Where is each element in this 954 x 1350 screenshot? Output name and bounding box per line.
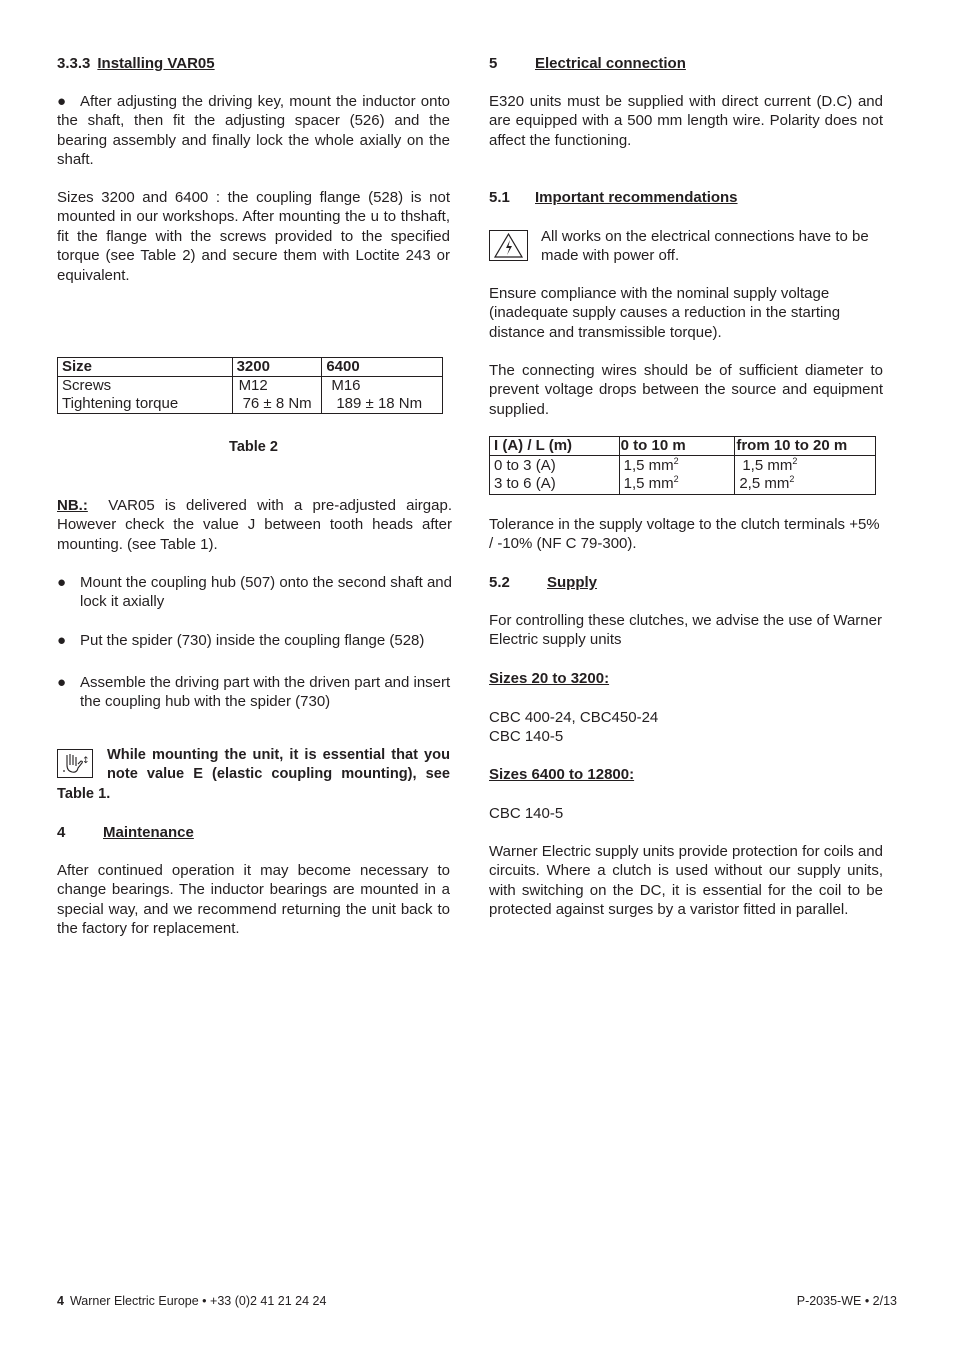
- supply-unit-line: CBC 400-24, CBC450-24: [489, 709, 659, 726]
- table-cell: 76 ± 8 Nm: [232, 395, 322, 414]
- table-cell: [735, 456, 876, 476]
- cell-value: 1,5 mm: [623, 457, 674, 474]
- bullet-icon: ●: [57, 574, 67, 591]
- table-2: [57, 357, 450, 414]
- section-number: 5: [489, 55, 498, 72]
- table-header-cell: from 10 to 20 m: [735, 437, 876, 456]
- table-cell: 3 to 6 (A): [490, 475, 620, 495]
- bullet-text: After adjusting the driving key, mount the inductor onto the shaft, then fit the adjusting spacer (526) and the bearing assembly and finally lock the whole axially on the shaft.: [57, 93, 450, 169]
- table-cell: [735, 475, 876, 495]
- paragraph-supply: For controlling these clutches, we advise the use of Warner Electric supply units: [489, 612, 882, 649]
- table-cell: [619, 456, 735, 476]
- bullet-icon: ●: [57, 674, 67, 691]
- table-cell: M12: [232, 377, 322, 396]
- table-header-cell: Size: [58, 358, 233, 377]
- paragraph-e320: E320 units must be supplied with direct current (D.C) and are equipped with a 500 mm length wire. Polarity does not affect the functioning.: [489, 93, 883, 149]
- footer-left: [57, 1293, 326, 1309]
- mounting-warning: [57, 746, 450, 804]
- footer-doc-ref: P-2035-WE • 2/13: [796, 1294, 897, 1308]
- section-title: Electrical connection: [535, 55, 686, 72]
- paragraph-maintenance: After continued operation it may become necessary to change bearings. The inductor bearings are mounted in a special way, and we recommend returning the unit back to the factory for replacement.: [57, 862, 450, 938]
- table-row: [490, 475, 876, 495]
- table-row: [490, 456, 876, 476]
- sizes-heading: Sizes 20 to 3200:: [489, 670, 610, 687]
- caution-hand-icon: [57, 749, 93, 778]
- table-cell: Tightening torque: [58, 395, 233, 414]
- electrical-hazard-icon: [489, 230, 528, 261]
- bullet-text: Mount the coupling hub (507) onto the second shaft and lock it axially: [80, 574, 452, 611]
- paragraph-wires: The connecting wires should be of sufficient diameter to prevent voltage drops between the source and equipment supplied.: [489, 362, 883, 418]
- section-title: Supply: [547, 574, 598, 591]
- footer-company: Warner Electric Europe • +33 (0)2 41 21 24 24: [69, 1294, 327, 1308]
- table-cell: M16: [322, 377, 443, 396]
- bullet-text: Put the spider (730) inside the coupling flange (528): [80, 632, 425, 649]
- bullet-icon: ●: [57, 632, 67, 649]
- table-header-cell: 6400: [322, 358, 443, 377]
- bullet-item: [57, 631, 452, 650]
- unit-exponent: 2: [673, 456, 679, 466]
- unit-exponent: 2: [673, 474, 679, 484]
- table-caption: Table 2: [229, 439, 278, 455]
- nb-label: NB.:: [57, 497, 88, 514]
- table-cell: Screws: [58, 377, 233, 396]
- section-number: 5.2: [489, 574, 510, 591]
- table-row: [58, 377, 443, 396]
- power-warning: [489, 227, 883, 266]
- nb-text: VAR05 is delivered with a pre-adjusted airgap. However check the value J between tooth heads after mounting. (see Table 1).: [57, 497, 452, 553]
- section-number: 5.1: [489, 189, 510, 206]
- table-header-row: [490, 437, 876, 456]
- section-heading-3-3-3: [57, 54, 450, 73]
- section-heading-5-2: [489, 573, 883, 592]
- paragraph-protection: Warner Electric supply units provide protection for coils and circuits. Where a clutch is used without our supply units, with switching on the DC, it is essential for the coil to be protected against surges by a varistor fitted in parallel.: [489, 843, 883, 919]
- cell-value: 2,5 mm: [739, 475, 790, 492]
- bullet-item: [57, 92, 450, 170]
- sizes-heading: Sizes 6400 to 12800:: [489, 766, 635, 783]
- table-header-cell: 0 to 10 m: [619, 437, 735, 456]
- section-title: Maintenance: [103, 824, 194, 841]
- supply-unit-line: CBC 140-5: [489, 728, 564, 745]
- supply-unit-line: CBC 140-5: [489, 805, 564, 822]
- warning-text: All works on the electrical connections have to be made with power off.: [541, 228, 869, 265]
- nb-note: [57, 496, 452, 554]
- bullet-item: [57, 573, 452, 612]
- paragraph-compliance: Ensure compliance with the nominal supply voltage (inadequate supply causes a reduction in the starting distance and transmissible torque).: [489, 285, 841, 341]
- cell-value: 1,5 mm: [623, 475, 674, 492]
- warning-text: While mounting the unit, it is essential that you note value E (elastic coupling mounting), see Table 1.: [57, 747, 450, 802]
- table-cell: 189 ± 18 Nm: [322, 395, 443, 414]
- bullet-icon: ●: [57, 93, 67, 110]
- section-title: Important recommendations: [535, 189, 738, 206]
- wire-section-table: [489, 436, 883, 495]
- section-title: Installing VAR05: [97, 55, 215, 72]
- paragraph-sizes: Sizes 3200 and 6400 : the coupling flange (528) is not mounted in our workshops. After mounting the u to thshaft, fit the flange with the screws provided to the specified torque (see Table 2) and secure them with Loctite 243 or equivalent.: [57, 189, 450, 284]
- table-cell: [619, 475, 735, 495]
- section-number: 4: [57, 824, 66, 841]
- section-heading-4: [57, 823, 450, 842]
- section-heading-5: [489, 54, 883, 73]
- paragraph-tolerance: Tolerance in the supply voltage to the clutch terminals +5% / -10% (NF C 79-300).: [489, 516, 880, 553]
- svg-text:↕: ↕: [82, 756, 90, 766]
- section-number: 3.3.3: [57, 55, 91, 72]
- cell-value: 1,5 mm: [742, 457, 793, 474]
- table-header-cell: I (A) / L (m): [490, 437, 620, 456]
- table-header-cell: 3200: [232, 358, 322, 377]
- section-heading-5-1: [489, 188, 883, 207]
- bullet-item: [57, 673, 452, 712]
- table-row: [58, 395, 443, 414]
- bullet-text: Assemble the driving part with the driven part and insert the coupling hub with the spider (730): [80, 674, 451, 711]
- unit-exponent: 2: [789, 474, 795, 484]
- table-header-row: [58, 358, 443, 377]
- page-number: 4: [57, 1294, 64, 1308]
- table-cell: 0 to 3 (A): [490, 456, 620, 476]
- unit-exponent: 2: [792, 456, 798, 466]
